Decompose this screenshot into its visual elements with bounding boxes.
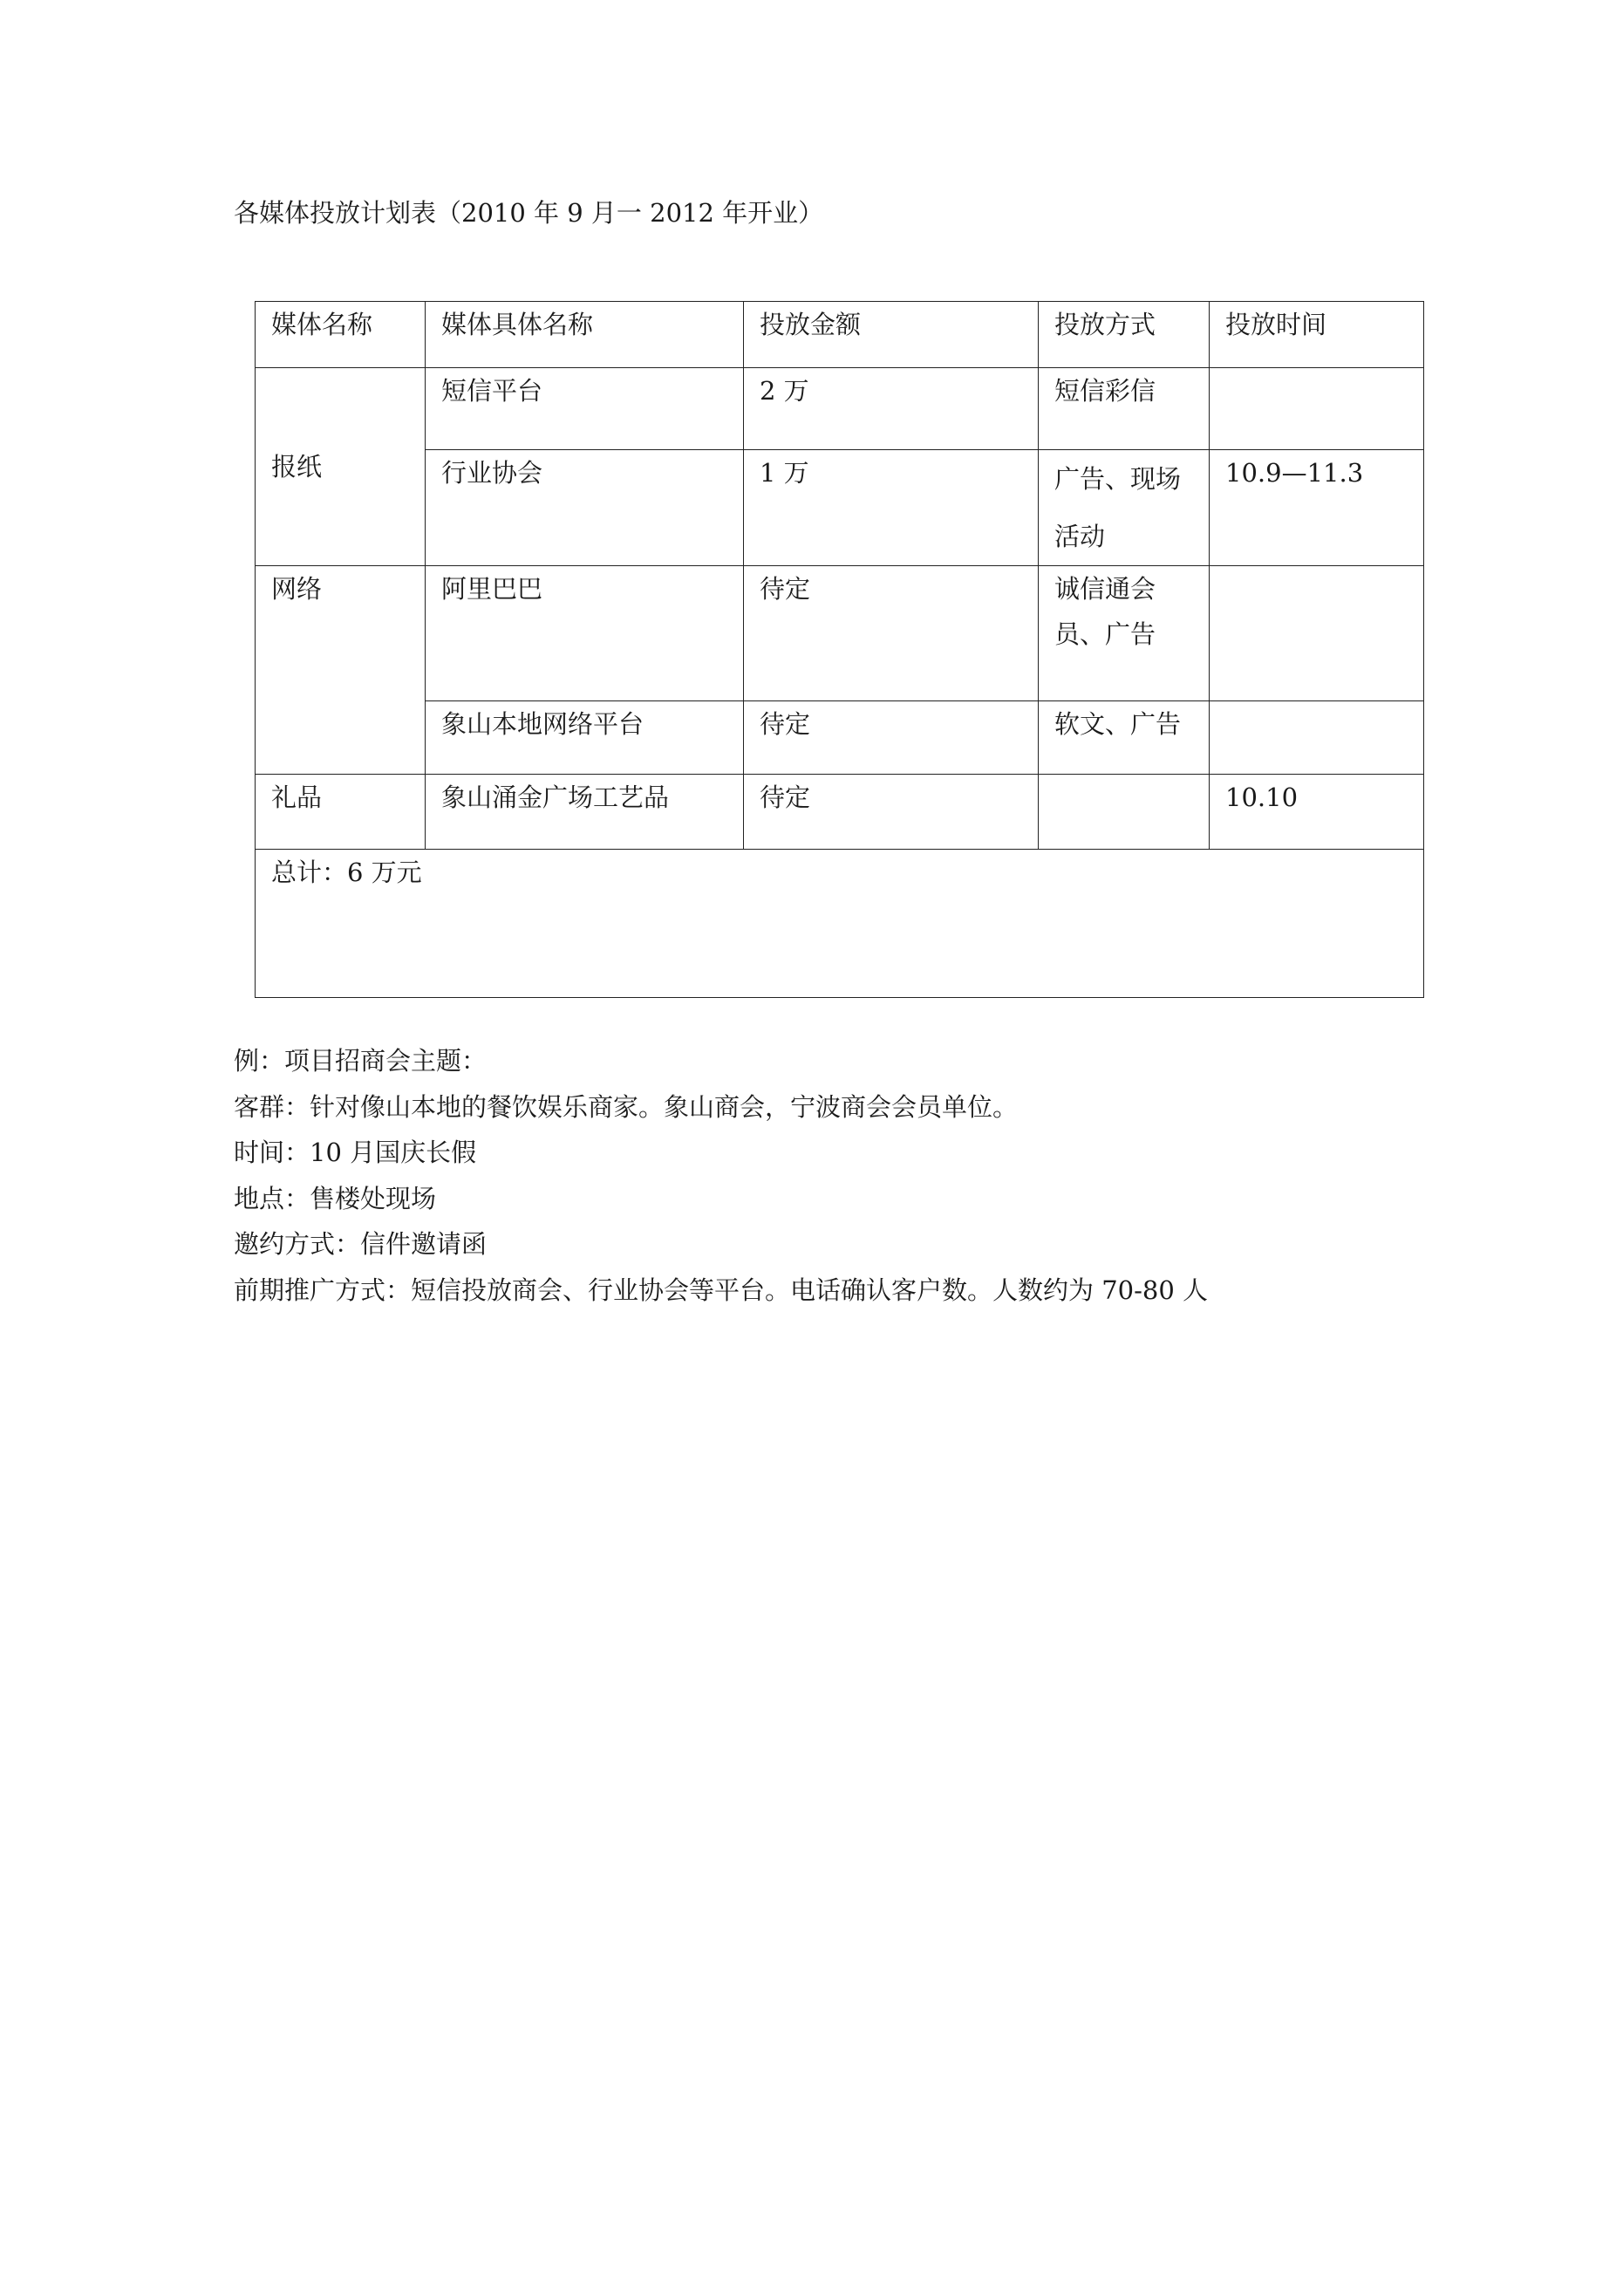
cell-name: 行业协会 bbox=[426, 450, 744, 566]
header-time: 投放时间 bbox=[1210, 302, 1424, 368]
note-line: 邀约方式：信件邀请函 bbox=[234, 1229, 488, 1259]
header-amount: 投放金额 bbox=[744, 302, 1039, 368]
table-row bbox=[256, 775, 1424, 850]
cell-name: 阿里巴巴 bbox=[426, 566, 744, 701]
cell-method-line1: 广告、现场 bbox=[1054, 464, 1182, 494]
header-method: 投放方式 bbox=[1039, 302, 1210, 368]
cell-amount: 待定 bbox=[744, 775, 1039, 850]
notes-section bbox=[234, 1038, 1208, 1313]
cell-time bbox=[1210, 566, 1424, 701]
media-plan-table bbox=[255, 301, 1424, 998]
table-total-row bbox=[256, 850, 1424, 998]
group-network-label: 网络 bbox=[271, 574, 323, 604]
table-row bbox=[256, 368, 1424, 450]
header-media-detail-name: 媒体具体名称 bbox=[426, 302, 744, 368]
cell-time bbox=[1210, 368, 1424, 450]
cell-amount: 2 万 bbox=[744, 368, 1039, 450]
cell-time: 10.9—11.3 bbox=[1210, 450, 1424, 566]
table-row bbox=[256, 566, 1424, 701]
group-network bbox=[256, 566, 426, 775]
cell-method bbox=[1039, 566, 1210, 701]
cell-method-line2: 活动 bbox=[1054, 522, 1106, 551]
note-line: 前期推广方式：短信投放商会、行业协会等平台。电话确认客户数。人数约为 70-80 人 bbox=[234, 1274, 1209, 1305]
cell-method: 软文、广告 bbox=[1039, 701, 1210, 775]
cell-amount: 待定 bbox=[744, 566, 1039, 701]
total-cell: 总计：6 万元 bbox=[256, 850, 1424, 998]
cell-amount: 待定 bbox=[744, 701, 1039, 775]
note-line: 地点：售楼处现场 bbox=[234, 1183, 437, 1213]
cell-method-line1: 诚信通会 bbox=[1054, 574, 1156, 604]
note-line: 例：项目招商会主题： bbox=[234, 1046, 488, 1076]
cell-name: 象山本地网络平台 bbox=[426, 701, 744, 775]
note-line: 时间：10 月国庆长假 bbox=[234, 1138, 477, 1167]
group-newspaper bbox=[256, 368, 426, 566]
header-media-name: 媒体名称 bbox=[256, 302, 426, 368]
cell-time bbox=[1210, 701, 1424, 775]
group-newspaper-label: 报纸 bbox=[271, 452, 323, 482]
cell-method bbox=[1039, 450, 1210, 566]
table-row bbox=[256, 450, 1424, 566]
cell-name: 象山涌金广场工艺品 bbox=[426, 775, 744, 850]
cell-method: 短信彩信 bbox=[1039, 368, 1210, 450]
cell-time: 10.10 bbox=[1210, 775, 1424, 850]
cell-amount: 1 万 bbox=[744, 450, 1039, 566]
group-gift: 礼品 bbox=[256, 775, 426, 850]
cell-name: 短信平台 bbox=[426, 368, 744, 450]
table-header-row bbox=[256, 302, 1424, 368]
note-line: 客群：针对像山本地的餐饮娱乐商家。象山商会，宁波商会会员单位。 bbox=[234, 1091, 1019, 1122]
cell-method bbox=[1039, 775, 1210, 850]
table-row bbox=[256, 701, 1424, 775]
page-title: 各媒体投放计划表（2010 年 9 月一 2012 年开业） bbox=[234, 198, 824, 228]
cell-method-line2: 员、广告 bbox=[1054, 619, 1156, 649]
